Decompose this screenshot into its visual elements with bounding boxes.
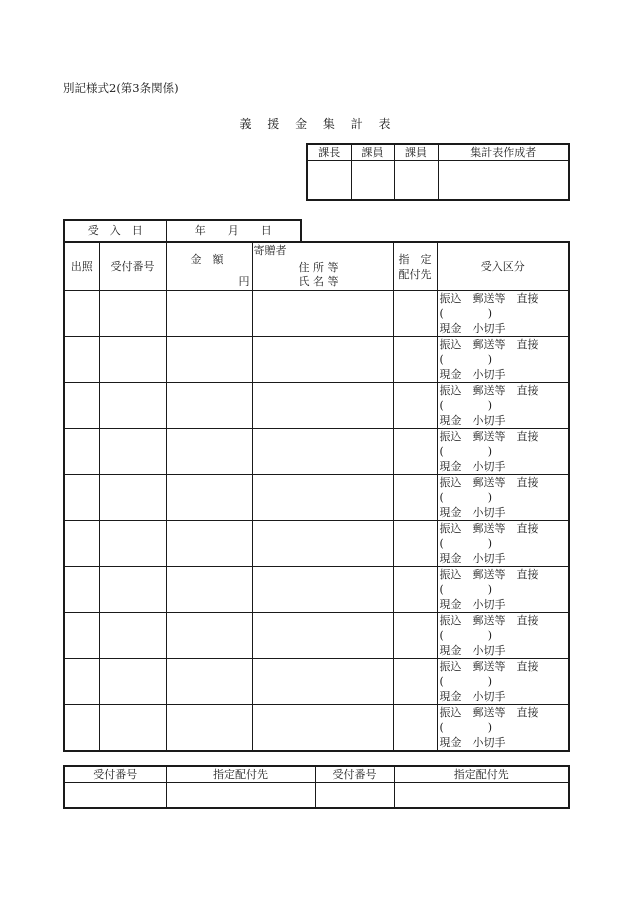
receipt-type-option-line3: 現金 小切手 xyxy=(439,414,506,427)
cell-check[interactable] xyxy=(64,429,99,475)
cell-donor[interactable] xyxy=(252,521,393,567)
receipt-date-field[interactable]: 年 月 日 xyxy=(166,220,301,242)
ledger-row xyxy=(64,383,569,429)
summary-receipt-number-cell[interactable] xyxy=(64,783,166,809)
receipt-type-option-line2: ( ) xyxy=(439,629,493,642)
cell-check[interactable] xyxy=(64,521,99,567)
receipt-type-option-line1: 振込 郵送等 直接 xyxy=(439,660,539,673)
receipt-type-option-line3: 現金 小切手 xyxy=(439,644,506,657)
form-identifier: 別記様式2(第3条関係) xyxy=(63,81,179,95)
receipt-type-option-line3: 現金 小切手 xyxy=(439,552,506,565)
header-amount-label: 金 額 xyxy=(190,253,224,266)
cell-receipt-number[interactable] xyxy=(99,659,166,705)
receipt-date-table xyxy=(63,219,302,243)
cell-receipt-type[interactable] xyxy=(437,475,569,521)
cell-destination[interactable] xyxy=(393,291,437,337)
cell-check[interactable] xyxy=(64,705,99,752)
cell-donor[interactable] xyxy=(252,337,393,383)
summary-header-receipt-number: 受付番号 xyxy=(64,766,166,783)
header-donor xyxy=(252,242,393,291)
cell-amount[interactable] xyxy=(166,659,252,705)
cell-destination[interactable] xyxy=(393,613,437,659)
donation-ledger-table xyxy=(63,241,570,752)
receipt-type-option-line3: 現金 小切手 xyxy=(439,322,506,335)
receipt-type-option-line1: 振込 郵送等 直接 xyxy=(439,568,539,581)
cell-donor[interactable] xyxy=(252,475,393,521)
receipt-type-option-line3: 現金 小切手 xyxy=(439,736,506,749)
receipt-type-option-line1: 振込 郵送等 直接 xyxy=(439,614,539,627)
ledger-row xyxy=(64,337,569,383)
receipt-type-option-line2: ( ) xyxy=(439,537,493,550)
approval-stamp-box[interactable] xyxy=(438,161,569,201)
page-title: 義 援 金 集 計 表 xyxy=(239,117,397,131)
header-destination-line1: 指 定 xyxy=(398,252,432,266)
receipt-type-option-line3: 現金 小切手 xyxy=(439,460,506,473)
header-donor-label: 寄贈者 xyxy=(253,244,287,257)
approval-stamp-box[interactable] xyxy=(351,161,394,201)
cell-check[interactable] xyxy=(64,567,99,613)
header-donor-name: 氏 名 等 xyxy=(298,275,339,288)
ledger-row xyxy=(64,613,569,659)
cell-receipt-type[interactable] xyxy=(437,337,569,383)
receipt-type-option-line1: 振込 郵送等 直接 xyxy=(439,476,539,489)
receipt-type-option-line1: 振込 郵送等 直接 xyxy=(439,430,539,443)
approval-header-preparer: 集計表作成者 xyxy=(438,144,569,161)
cell-receipt-number[interactable] xyxy=(99,475,166,521)
cell-receipt-number[interactable] xyxy=(99,705,166,752)
cell-receipt-type[interactable] xyxy=(437,613,569,659)
approval-stamp-box[interactable] xyxy=(394,161,438,201)
receipt-type-option-line1: 振込 郵送等 直接 xyxy=(439,522,539,535)
cell-receipt-number[interactable] xyxy=(99,337,166,383)
header-donor-address: 住 所 等 xyxy=(298,261,339,274)
receipt-type-option-line3: 現金 小切手 xyxy=(439,598,506,611)
receipt-type-option-line2: ( ) xyxy=(439,583,493,596)
header-amount xyxy=(166,242,252,291)
receipt-type-option-line1: 振込 郵送等 直接 xyxy=(439,706,539,719)
cell-donor[interactable] xyxy=(252,567,393,613)
cell-donor[interactable] xyxy=(252,383,393,429)
cell-amount[interactable] xyxy=(166,291,252,337)
summary-destination-cell[interactable] xyxy=(166,783,315,809)
cell-donor[interactable] xyxy=(252,291,393,337)
receipt-type-option-line2: ( ) xyxy=(439,307,493,320)
cell-amount[interactable] xyxy=(166,429,252,475)
summary-header-receipt-number: 受付番号 xyxy=(315,766,394,783)
cell-receipt-number[interactable] xyxy=(99,291,166,337)
ledger-header-row xyxy=(64,242,569,291)
cell-amount[interactable] xyxy=(166,567,252,613)
cell-receipt-number[interactable] xyxy=(99,429,166,475)
receipt-type-option-line2: ( ) xyxy=(439,675,493,688)
ledger-row xyxy=(64,521,569,567)
cell-check[interactable] xyxy=(64,291,99,337)
cell-receipt-type[interactable] xyxy=(437,567,569,613)
cell-check[interactable] xyxy=(64,337,99,383)
summary-header-destination: 指定配付先 xyxy=(394,766,569,783)
receipt-type-option-line3: 現金 小切手 xyxy=(439,506,506,519)
approval-stamp-table xyxy=(306,143,570,201)
cell-receipt-type[interactable] xyxy=(437,705,569,752)
receipt-type-option-line2: ( ) xyxy=(439,721,493,734)
cell-receipt-number[interactable] xyxy=(99,567,166,613)
header-receipt-type: 受入区分 xyxy=(437,242,569,291)
receipt-type-option-line1: 振込 郵送等 直接 xyxy=(439,384,539,397)
receipt-type-option-line2: ( ) xyxy=(439,491,493,504)
approval-header-section-chief: 課長 xyxy=(307,144,351,161)
summary-receipt-number-cell[interactable] xyxy=(315,783,394,809)
cell-amount[interactable] xyxy=(166,705,252,752)
cell-receipt-type[interactable] xyxy=(437,429,569,475)
header-amount-unit: 円 xyxy=(238,274,250,288)
cell-amount[interactable] xyxy=(166,521,252,567)
receipt-type-option-line1: 振込 郵送等 直接 xyxy=(439,292,539,305)
ledger-row xyxy=(64,475,569,521)
cell-receipt-number[interactable] xyxy=(99,521,166,567)
cell-check[interactable] xyxy=(64,475,99,521)
cell-amount[interactable] xyxy=(166,383,252,429)
cell-donor[interactable] xyxy=(252,705,393,752)
ledger-row xyxy=(64,705,569,752)
ledger-row xyxy=(64,659,569,705)
cell-check[interactable] xyxy=(64,383,99,429)
header-destination-line2: 配付先 xyxy=(398,267,432,281)
approval-stamp-box[interactable] xyxy=(307,161,351,201)
receipt-type-option-line2: ( ) xyxy=(439,445,493,458)
cell-destination[interactable] xyxy=(393,383,437,429)
cell-destination[interactable] xyxy=(393,475,437,521)
cell-receipt-type[interactable] xyxy=(437,521,569,567)
cell-check[interactable] xyxy=(64,613,99,659)
cell-destination[interactable] xyxy=(393,567,437,613)
cell-destination[interactable] xyxy=(393,659,437,705)
cell-receipt-number[interactable] xyxy=(99,383,166,429)
header-receipt-number: 受付番号 xyxy=(99,242,166,291)
summary-header-destination: 指定配付先 xyxy=(166,766,315,783)
cell-destination[interactable] xyxy=(393,429,437,475)
cell-destination[interactable] xyxy=(393,337,437,383)
cell-destination[interactable] xyxy=(393,705,437,752)
cell-donor[interactable] xyxy=(252,659,393,705)
ledger-row xyxy=(64,429,569,475)
cell-receipt-type[interactable] xyxy=(437,291,569,337)
receipt-type-option-line3: 現金 小切手 xyxy=(439,368,506,381)
approval-header-staff-2: 課員 xyxy=(394,144,438,161)
cell-receipt-type[interactable] xyxy=(437,383,569,429)
ledger-row xyxy=(64,567,569,613)
cell-amount[interactable] xyxy=(166,613,252,659)
receipt-type-option-line2: ( ) xyxy=(439,353,493,366)
receipt-date-label: 受 入 日 xyxy=(64,220,166,242)
receipt-type-option-line2: ( ) xyxy=(439,399,493,412)
receipt-type-option-line1: 振込 郵送等 直接 xyxy=(439,338,539,351)
header-check: 出照 xyxy=(64,242,99,291)
cell-amount[interactable] xyxy=(166,475,252,521)
ledger-row xyxy=(64,291,569,337)
cell-donor[interactable] xyxy=(252,613,393,659)
receipt-type-option-line3: 現金 小切手 xyxy=(439,690,506,703)
cell-receipt-type[interactable] xyxy=(437,659,569,705)
summary-destination-cell[interactable] xyxy=(394,783,569,809)
destination-summary-table xyxy=(63,765,570,809)
cell-donor[interactable] xyxy=(252,429,393,475)
cell-check[interactable] xyxy=(64,659,99,705)
cell-receipt-number[interactable] xyxy=(99,613,166,659)
approval-header-staff-1: 課員 xyxy=(351,144,394,161)
cell-destination[interactable] xyxy=(393,521,437,567)
cell-amount[interactable] xyxy=(166,337,252,383)
header-designated-destination xyxy=(393,242,437,291)
